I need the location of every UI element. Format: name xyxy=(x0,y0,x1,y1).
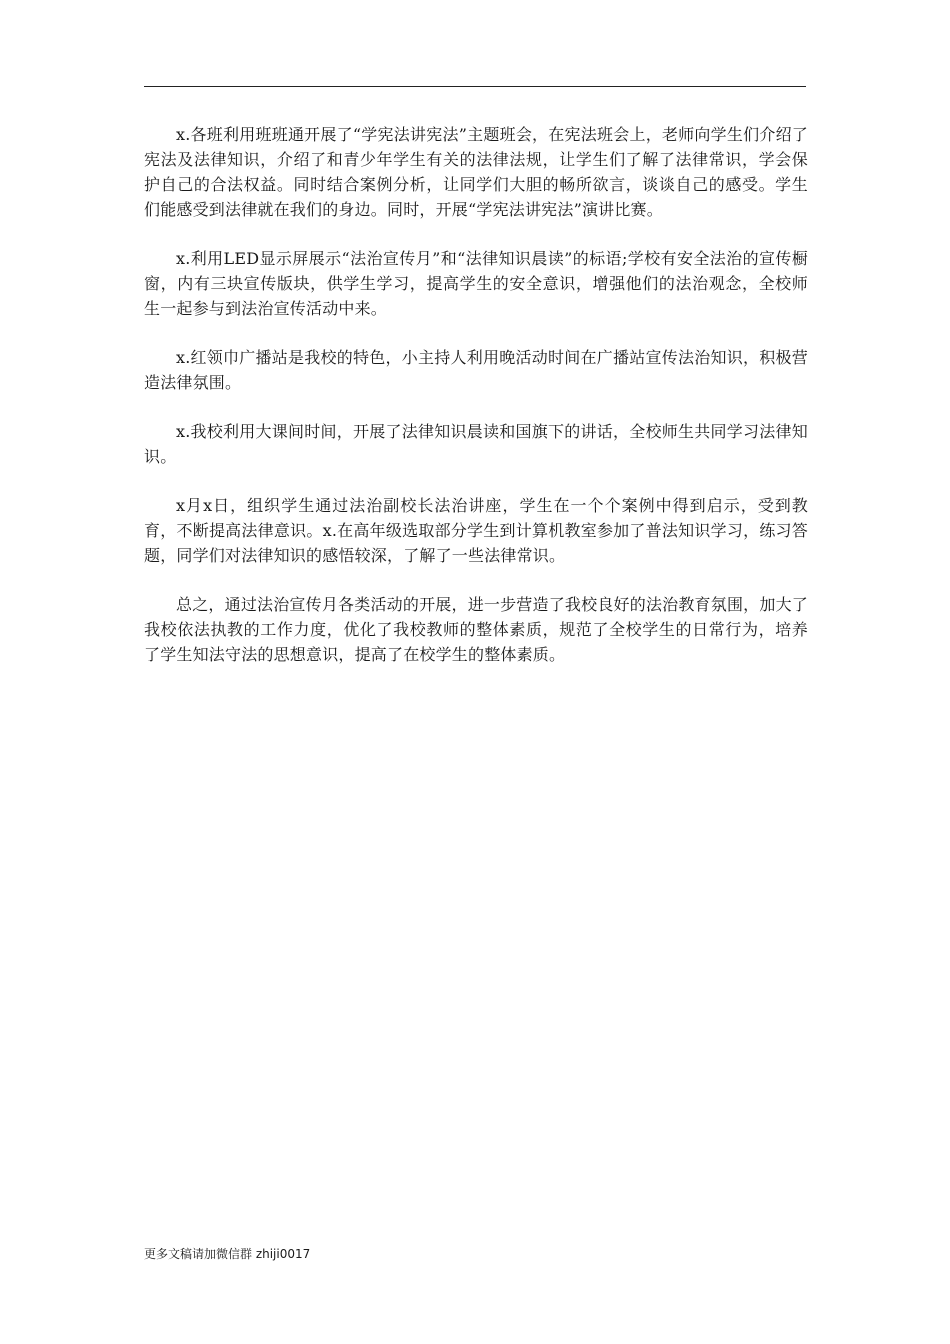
document-body xyxy=(144,122,808,691)
header-rule xyxy=(144,86,806,87)
paragraph-led-display: x.利用LED显示屏展示“法治宣传月”和“法律知识晨读”的标语;学校有安全法治的宣传橱窗，内有三块宣传版块，供学生学习，提高学生的安全意识，增强他们的法治观念，全校师生一起参与到法治宣传活动中来。 xyxy=(144,249,808,318)
paragraph-morning-reading: x.我校利用大课间时间，开展了法律知识晨读和国旗下的讲话，全校师生共同学习法律知识。 xyxy=(144,422,808,466)
paragraph-class-meeting: x.各班利用班班通开展了“学宪法讲宪法”主题班会，在宪法班会上，老师向学生们介绍了宪法及法律知识，介绍了和青少年学生有关的法律法规，让学生们了解了法律常识，学会保护自己的合法权益。同时结合案例分析，让同学们大胆的畅所欲言，谈谈自己的感受。学生们能感受到法律就在我们的身边。同时，开展“学宪法讲宪法”演讲比赛。 xyxy=(144,125,808,219)
paragraph-radio-station: x.红领巾广播站是我校的特色，小主持人利用晚活动时间在广播站宣传法治知识，积极营造法律氛围。 xyxy=(144,348,808,392)
paragraph-summary: 总之，通过法治宣传月各类活动的开展，进一步营造了我校良好的法治教育氛围，加大了我校依法执教的工作力度，优化了我校教师的整体素质，规范了全校学生的日常行为，培养了学生知法守法的思想意识，提高了在校学生的整体素质。 xyxy=(144,595,808,664)
footer-note: 更多文稿请加微信群 zhiji0017 xyxy=(144,1247,311,1261)
paragraph-law-lecture: x月x日，组织学生通过法治副校长法治讲座，学生在一个个案例中得到启示，受到教育，不断提高法律意识。x.在高年级选取部分学生到计算机教室参加了普法知识学习，练习答题，同学们对法律知识的感悟较深，了解了一些法律常识。 xyxy=(144,496,808,565)
